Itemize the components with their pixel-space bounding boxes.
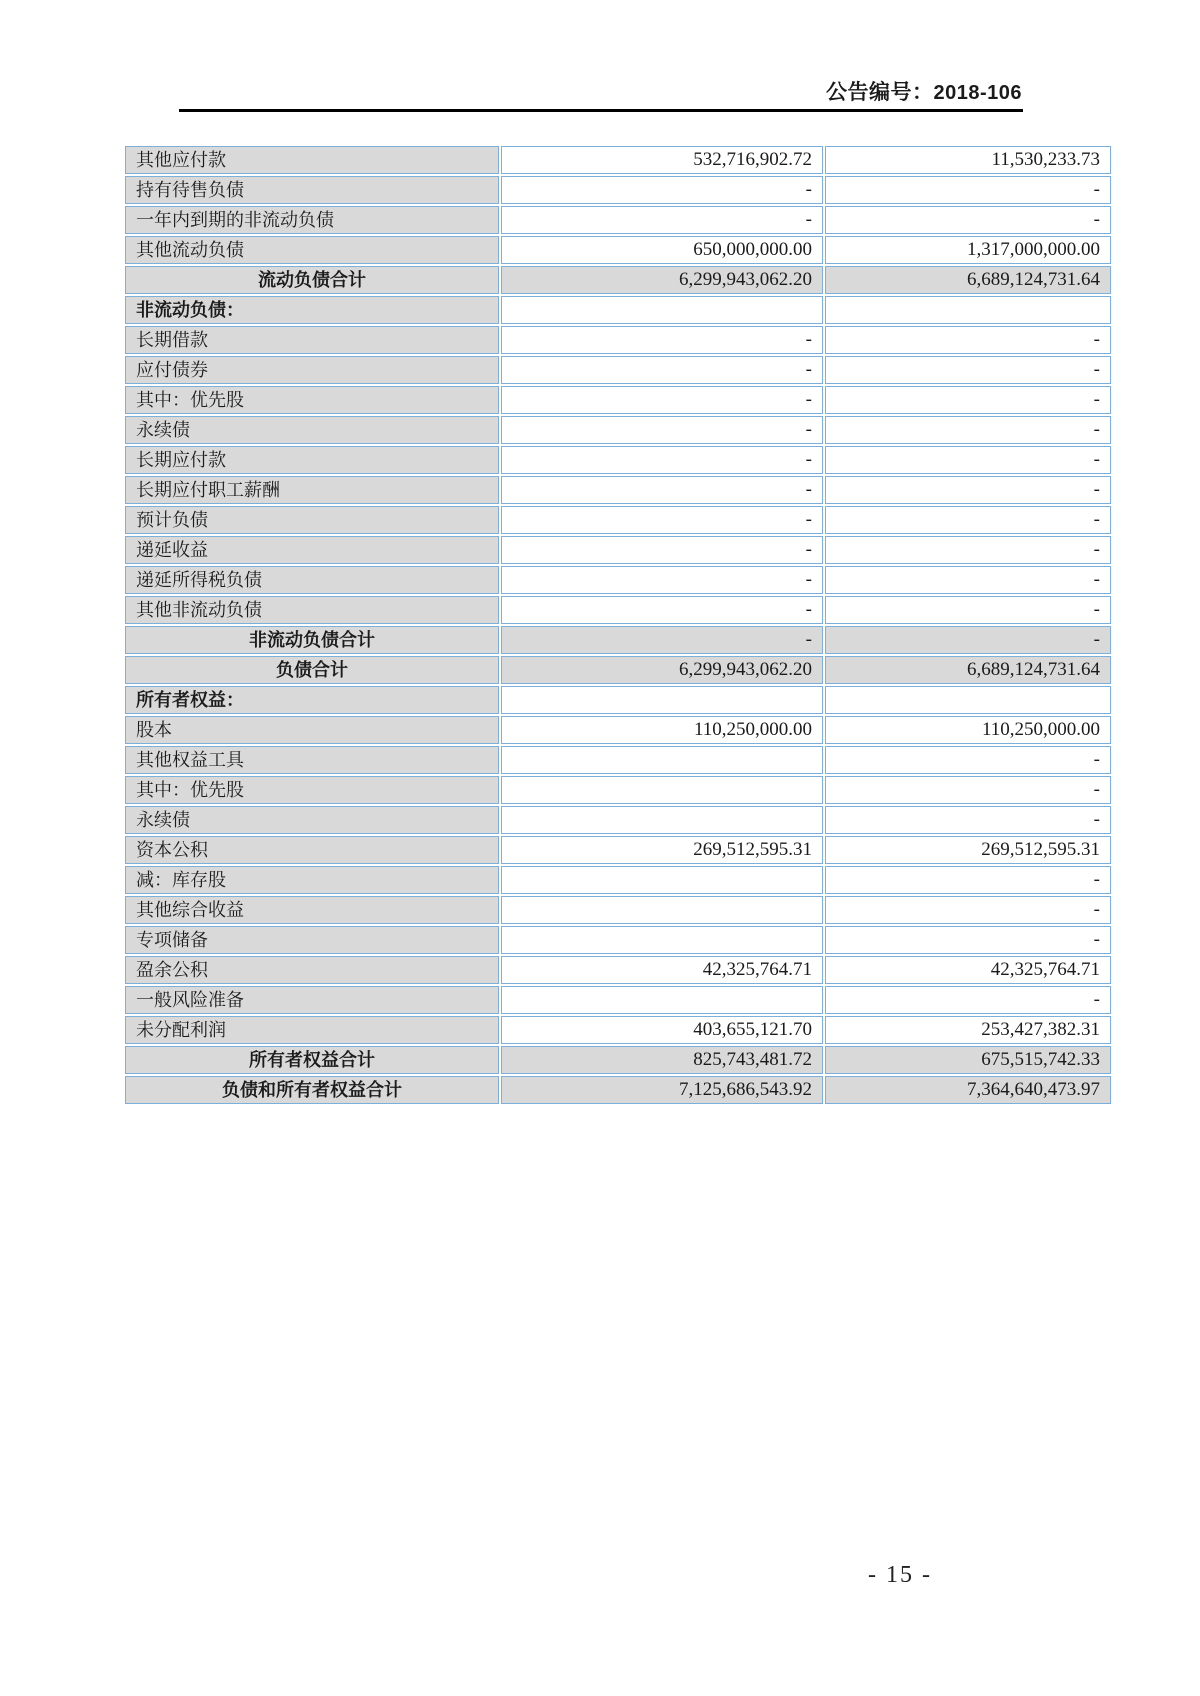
row-value-period-begin: 7,364,640,473.97 bbox=[825, 1076, 1111, 1104]
table-row bbox=[125, 236, 1111, 264]
row-value-period-end: 6,299,943,062.20 bbox=[501, 656, 823, 684]
table-row bbox=[125, 206, 1111, 234]
row-value-period-end bbox=[501, 746, 823, 774]
table-row bbox=[125, 836, 1111, 864]
table-row bbox=[125, 1076, 1111, 1104]
row-label: 所有者权益合计 bbox=[125, 1046, 499, 1074]
row-value-period-begin: - bbox=[825, 926, 1111, 954]
row-value-period-end bbox=[501, 296, 823, 324]
row-label: 长期借款 bbox=[125, 326, 499, 354]
row-value-period-end: - bbox=[501, 506, 823, 534]
row-value-period-end bbox=[501, 896, 823, 924]
row-value-period-begin: 269,512,595.31 bbox=[825, 836, 1111, 864]
row-value-period-begin: 42,325,764.71 bbox=[825, 956, 1111, 984]
table-row bbox=[125, 596, 1111, 624]
row-label: 其他流动负债 bbox=[125, 236, 499, 264]
table-row bbox=[125, 356, 1111, 384]
row-label: 其他非流动负债 bbox=[125, 596, 499, 624]
table-row bbox=[125, 176, 1111, 204]
row-label: 盈余公积 bbox=[125, 956, 499, 984]
table-row bbox=[125, 266, 1111, 294]
row-label: 所有者权益： bbox=[125, 686, 499, 714]
page-number: - 15 - bbox=[868, 1562, 932, 1588]
table-row bbox=[125, 1016, 1111, 1044]
table-row bbox=[125, 686, 1111, 714]
row-label: 负债合计 bbox=[125, 656, 499, 684]
table-row bbox=[125, 626, 1111, 654]
row-value-period-begin: 675,515,742.33 bbox=[825, 1046, 1111, 1074]
row-label: 股本 bbox=[125, 716, 499, 744]
row-value-period-end: - bbox=[501, 356, 823, 384]
table-row bbox=[125, 926, 1111, 954]
row-value-period-end: 110,250,000.00 bbox=[501, 716, 823, 744]
row-label: 流动负债合计 bbox=[125, 266, 499, 294]
table-row bbox=[125, 416, 1111, 444]
row-value-period-end: 403,655,121.70 bbox=[501, 1016, 823, 1044]
row-value-period-begin: - bbox=[825, 476, 1111, 504]
row-value-period-begin: - bbox=[825, 416, 1111, 444]
row-value-period-end: 42,325,764.71 bbox=[501, 956, 823, 984]
row-value-period-end: - bbox=[501, 536, 823, 564]
row-label: 非流动负债： bbox=[125, 296, 499, 324]
row-label: 非流动负债合计 bbox=[125, 626, 499, 654]
row-value-period-end: 7,125,686,543.92 bbox=[501, 1076, 823, 1104]
row-value-period-begin: - bbox=[825, 506, 1111, 534]
row-value-period-begin: 11,530,233.73 bbox=[825, 146, 1111, 174]
row-value-period-end: - bbox=[501, 566, 823, 594]
row-label: 其他权益工具 bbox=[125, 746, 499, 774]
table-row bbox=[125, 896, 1111, 924]
row-value-period-end: - bbox=[501, 626, 823, 654]
row-label: 一年内到期的非流动负债 bbox=[125, 206, 499, 234]
row-value-period-begin: - bbox=[825, 326, 1111, 354]
row-value-period-begin: - bbox=[825, 386, 1111, 414]
row-value-period-begin: 6,689,124,731.64 bbox=[825, 266, 1111, 294]
row-value-period-end bbox=[501, 806, 823, 834]
table-row bbox=[125, 536, 1111, 564]
row-value-period-begin: - bbox=[825, 776, 1111, 804]
row-value-period-begin: - bbox=[825, 446, 1111, 474]
row-value-period-end bbox=[501, 866, 823, 894]
row-label: 其他综合收益 bbox=[125, 896, 499, 924]
row-value-period-begin: 6,689,124,731.64 bbox=[825, 656, 1111, 684]
table-row bbox=[125, 566, 1111, 594]
row-label: 永续债 bbox=[125, 416, 499, 444]
row-value-period-end bbox=[501, 776, 823, 804]
row-label: 其他应付款 bbox=[125, 146, 499, 174]
row-value-period-begin: - bbox=[825, 536, 1111, 564]
row-label: 资本公积 bbox=[125, 836, 499, 864]
row-value-period-begin: - bbox=[825, 176, 1111, 204]
row-value-period-end: 532,716,902.72 bbox=[501, 146, 823, 174]
row-value-period-begin: - bbox=[825, 206, 1111, 234]
row-label: 永续债 bbox=[125, 806, 499, 834]
table-row bbox=[125, 146, 1111, 174]
row-value-period-end: - bbox=[501, 446, 823, 474]
row-value-period-end: 650,000,000.00 bbox=[501, 236, 823, 264]
row-value-period-end: - bbox=[501, 176, 823, 204]
row-label: 负债和所有者权益合计 bbox=[125, 1076, 499, 1104]
table-row bbox=[125, 746, 1111, 774]
row-label: 其中：优先股 bbox=[125, 776, 499, 804]
row-label: 应付债券 bbox=[125, 356, 499, 384]
table-row bbox=[125, 956, 1111, 984]
row-value-period-begin bbox=[825, 686, 1111, 714]
row-value-period-end: - bbox=[501, 386, 823, 414]
row-value-period-end bbox=[501, 926, 823, 954]
table-row bbox=[125, 716, 1111, 744]
row-label: 长期应付款 bbox=[125, 446, 499, 474]
row-value-period-end: - bbox=[501, 416, 823, 444]
announcement-number-value: 2018-106 bbox=[933, 82, 1022, 104]
row-value-period-begin: - bbox=[825, 896, 1111, 924]
row-value-period-end bbox=[501, 686, 823, 714]
table-row bbox=[125, 776, 1111, 804]
table-row bbox=[125, 506, 1111, 534]
row-value-period-begin: - bbox=[825, 806, 1111, 834]
row-value-period-begin: 110,250,000.00 bbox=[825, 716, 1111, 744]
table-row bbox=[125, 476, 1111, 504]
row-value-period-end: - bbox=[501, 206, 823, 234]
table-row bbox=[125, 1046, 1111, 1074]
row-label: 持有待售负债 bbox=[125, 176, 499, 204]
table-row bbox=[125, 986, 1111, 1014]
table-row bbox=[125, 386, 1111, 414]
announcement-number bbox=[826, 76, 1022, 106]
balance-sheet-table bbox=[123, 144, 1113, 1106]
row-value-period-end bbox=[501, 986, 823, 1014]
table-row bbox=[125, 806, 1111, 834]
row-value-period-end: - bbox=[501, 326, 823, 354]
row-value-period-begin: - bbox=[825, 356, 1111, 384]
row-value-period-begin: - bbox=[825, 626, 1111, 654]
table-row bbox=[125, 296, 1111, 324]
row-value-period-begin: - bbox=[825, 566, 1111, 594]
table-row bbox=[125, 326, 1111, 354]
table-row bbox=[125, 656, 1111, 684]
row-label: 减：库存股 bbox=[125, 866, 499, 894]
row-value-period-begin bbox=[825, 296, 1111, 324]
row-value-period-begin: 1,317,000,000.00 bbox=[825, 236, 1111, 264]
row-label: 专项储备 bbox=[125, 926, 499, 954]
row-value-period-begin: - bbox=[825, 746, 1111, 774]
row-label: 长期应付职工薪酬 bbox=[125, 476, 499, 504]
row-value-period-begin: 253,427,382.31 bbox=[825, 1016, 1111, 1044]
table-row bbox=[125, 446, 1111, 474]
row-label: 预计负债 bbox=[125, 506, 499, 534]
row-label: 一般风险准备 bbox=[125, 986, 499, 1014]
announcement-number-label: 公告编号： bbox=[825, 80, 934, 104]
row-value-period-begin: - bbox=[825, 986, 1111, 1014]
balance-sheet-body bbox=[125, 146, 1111, 1104]
row-label: 未分配利润 bbox=[125, 1016, 499, 1044]
row-value-period-begin: - bbox=[825, 596, 1111, 624]
row-value-period-end: 825,743,481.72 bbox=[501, 1046, 823, 1074]
row-label: 递延所得税负债 bbox=[125, 566, 499, 594]
row-label: 其中：优先股 bbox=[125, 386, 499, 414]
row-value-period-end: 6,299,943,062.20 bbox=[501, 266, 823, 294]
table-row bbox=[125, 866, 1111, 894]
header-divider-line bbox=[179, 109, 1023, 112]
row-value-period-begin: - bbox=[825, 866, 1111, 894]
row-value-period-end: - bbox=[501, 476, 823, 504]
row-value-period-end: 269,512,595.31 bbox=[501, 836, 823, 864]
row-value-period-end: - bbox=[501, 596, 823, 624]
row-label: 递延收益 bbox=[125, 536, 499, 564]
